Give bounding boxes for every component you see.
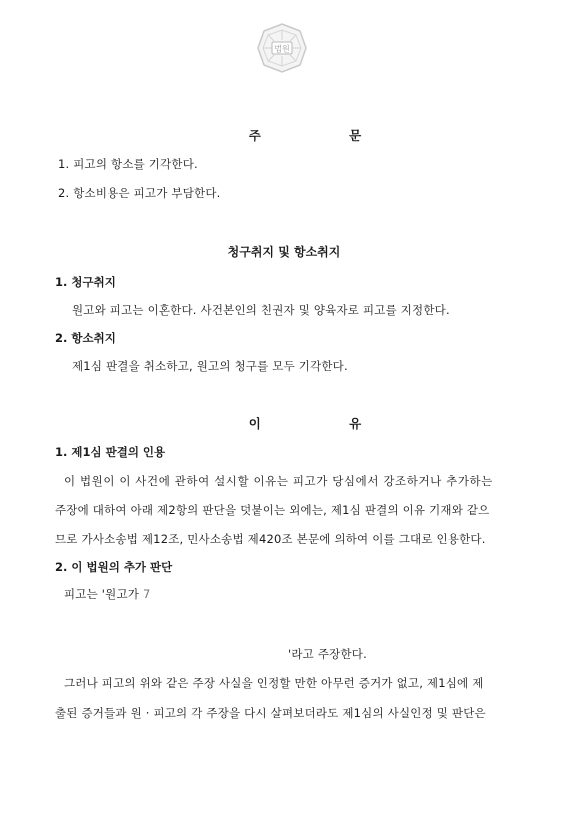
- claim-heading: 1. 청구취지: [55, 275, 116, 289]
- claim-title: 청구취지 및 항소취지: [227, 245, 341, 259]
- paragraph-line: 출된 증거들과 원 · 피고의 각 주장을 다시 살펴보더라도 제1심의 사실인정 및 판단은: [55, 706, 486, 720]
- reasons-title: 이 유: [248, 416, 404, 431]
- paragraph-line: 이 법원이 이 사건에 관하여 설시할 이유는 피고가 당심에서 강조하거나 추가하는: [64, 474, 493, 488]
- paragraph-line: '라고 주장한다.: [288, 647, 367, 661]
- paragraph-line: 그러나 피고의 위와 같은 주장 사실을 인정할 만한 아무런 증거가 없고, 제1심에 제: [64, 676, 484, 690]
- court-emblem-icon: [256, 22, 308, 74]
- judgment-item: 2. 항소비용은 피고가 부담한다.: [58, 186, 221, 200]
- paragraph-line: 주장에 대하여 아래 제2항의 판단을 덧붙이는 외에는, 제1심 판결의 이유 기재와 같으: [55, 503, 490, 517]
- paragraph-line: [64, 586, 150, 602]
- cut-off-glyph: 7: [142, 587, 151, 601]
- reasons-section2-heading: 2. 이 법원의 추가 판단: [55, 560, 173, 574]
- appeal-heading: 2. 항소취지: [55, 331, 116, 345]
- paragraph-line: 므로 가사소송법 제12조, 민사소송법 제420조 본문에 의하여 이를 그대로 인용한다.: [55, 532, 486, 546]
- redacted-line-start: 피고는 '원고가: [64, 587, 143, 601]
- judgment-title: 주 문: [248, 128, 404, 143]
- claim-text: 원고와 피고는 이혼한다. 사건본인의 친권자 및 양육자로 피고를 지정한다.: [72, 303, 450, 317]
- judgment-item: 1. 피고의 항소를 기각한다.: [58, 157, 198, 171]
- appeal-text: 제1심 판결을 취소하고, 원고의 청구를 모두 기각한다.: [72, 359, 348, 373]
- reasons-section1-heading: 1. 제1심 판결의 인용: [55, 445, 166, 459]
- seal-text: 법원: [274, 44, 290, 54]
